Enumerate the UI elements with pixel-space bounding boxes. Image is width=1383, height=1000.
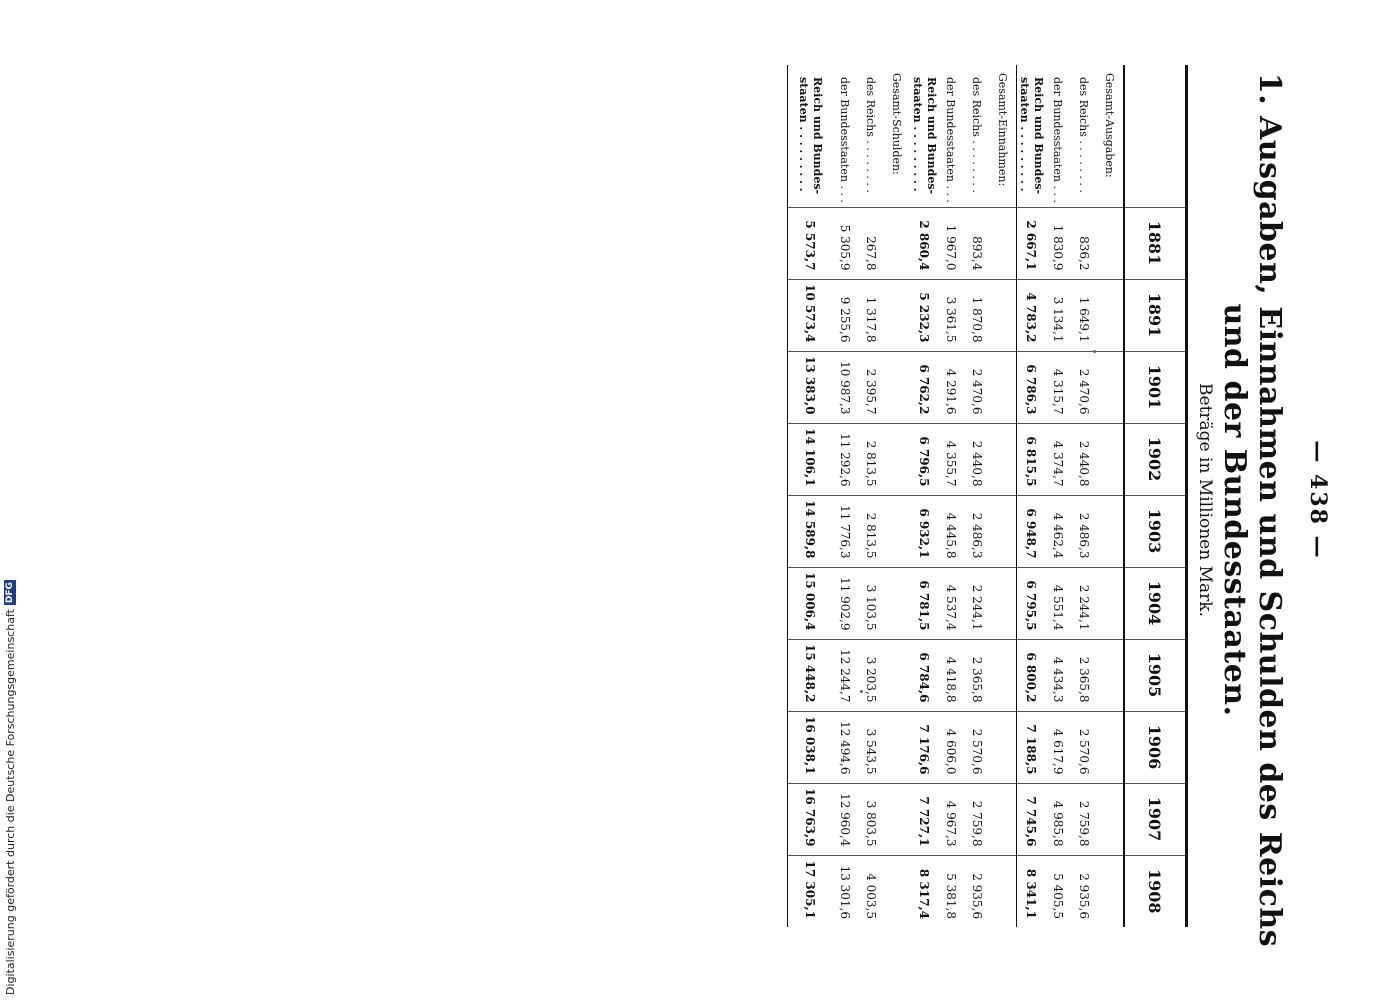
table-cell: 2 395,7 [858,351,884,423]
table-cell: 2 935,6 [964,855,990,927]
year-header: 1902 [1124,423,1187,495]
year-header: 1906 [1124,711,1187,783]
table-cell: 4 445,8 [938,495,964,567]
table-cell: 4 537,4 [938,567,964,639]
table-cell: 7 176,6 [910,711,938,783]
table-cell: 7 745,6 [1017,783,1046,855]
table-cell: 2 813,5 [858,495,884,567]
page-number: — 438 — [1305,440,1331,560]
table-cell: 2 759,8 [1071,783,1097,855]
row-label: der Bundesstaaten . . . [838,77,852,203]
table-cell: 10 987,3 [832,351,858,423]
table-row [964,65,990,927]
table-cell: 2 935,6 [1071,855,1097,927]
table-cell: 6 784,6 [910,639,938,711]
table-cell: 2 440,8 [1071,423,1097,495]
table-cell: 5 381,8 [938,855,964,927]
table-cell: 3 803,5 [858,783,884,855]
table-cell: 11 292,6 [832,423,858,495]
table-cell: 4 003,5 [858,855,884,927]
table-cell: 267,8 [858,207,884,279]
header-row [1124,65,1187,927]
table-row-total [910,65,938,927]
table-cell: 12 960,4 [832,783,858,855]
section-row-ausgaben [1097,65,1124,927]
table-cell: 4 355,7 [938,423,964,495]
table-cell: 4 462,4 [1045,495,1071,567]
table-cell: 1 830,9 [1045,207,1071,279]
year-header: 1904 [1124,567,1187,639]
table-cell: 5 305,9 [832,207,858,279]
row-label: des Reichs . . . . . . . . [864,77,878,193]
table-cell: 5 405,5 [1045,855,1071,927]
table-cell: 6 796,5 [910,423,938,495]
page-title: 1. Ausgaben, Einnahmen und Schulden des Reichs und der Bundesstaaten. [1217,72,1287,948]
table-cell: 1 317,8 [858,279,884,351]
table-cell: 2 470,6 [1071,351,1097,423]
table-cell: 1 649,1 [1071,279,1097,351]
table-cell: 6 932,1 [910,495,938,567]
credit-text: Digitalisierung gefördert durch die Deutsche Forschungsgemeinschaft [3,609,17,995]
table-cell: 2 470,6 [964,351,990,423]
table-cell: 9 255,6 [832,279,858,351]
table-cell: 7 188,5 [1017,711,1046,783]
table-cell: 6 795,5 [1017,567,1046,639]
table-cell: 6 786,3 [1017,351,1046,423]
table-cell: 2 667,1 [1017,207,1046,279]
year-header: 1905 [1124,639,1187,711]
table-cell: 1 870,8 [964,279,990,351]
table-cell: 8 341,1 [1017,855,1046,927]
scan-speck [1093,350,1096,353]
table-cell: 6 948,7 [1017,495,1046,567]
table-cell: 4 985,8 [1045,783,1071,855]
table-cell: 2 570,6 [964,711,990,783]
table-cell: 2 759,8 [964,783,990,855]
table-cell: 4 967,3 [938,783,964,855]
table-cell: 6 762,2 [910,351,938,423]
table-cell: 1 967,0 [938,207,964,279]
page-subtitle: Beträge in Millionen Mark. [1195,383,1215,617]
table-row-total [1017,65,1046,927]
table-cell: 4 551,4 [1045,567,1071,639]
table-cell: 4 783,2 [1017,279,1046,351]
table-row [1045,65,1071,927]
table-cell: 10 573,4 [788,279,833,351]
table-cell: 8 317,4 [910,855,938,927]
table-cell: 2 440,8 [964,423,990,495]
year-header: 1901 [1124,351,1187,423]
scan-speck [860,690,863,693]
section-row-schulden [884,65,910,927]
year-header: 1881 [1124,207,1187,279]
table-cell: 13 301,6 [832,855,858,927]
digitization-credit [0,582,20,995]
row-label: Reich und Bundes- staaten . . . . . . . . . [788,65,833,207]
table-cell: 836,2 [1071,207,1097,279]
table-cell: 5 573,7 [788,207,833,279]
table-cell: 11 776,3 [832,495,858,567]
table-cell: 17 305,1 [788,855,833,927]
table-cell: 12 244,7 [832,639,858,711]
table-cell: 16 038,1 [788,711,833,783]
table-cell: 7 727,1 [910,783,938,855]
table-cell: 2 365,8 [1071,639,1097,711]
header-corner [1124,65,1187,207]
table-cell: 2 244,1 [1071,567,1097,639]
table-cell: 3 361,5 [938,279,964,351]
row-label: der Bundesstaaten . . . [1051,77,1065,203]
section-label: Gesamt-Einnahmen: [996,73,1010,187]
row-label: des Reichs . . . . . . . . [970,77,984,193]
table-cell: 4 617,9 [1045,711,1071,783]
row-label: Reich und Bundes- staaten . . . . . . . . . [1017,65,1046,207]
table-cell: 2 860,4 [910,207,938,279]
section-label: Gesamt-Schulden: [890,73,904,175]
year-header: 1907 [1124,783,1187,855]
table-cell: 6 815,5 [1017,423,1046,495]
table-cell: 3 134,1 [1045,279,1071,351]
dfg-logo: DFG [5,582,15,604]
table-cell: 6 781,5 [910,567,938,639]
table-cell: 893,4 [964,207,990,279]
table-row [832,65,858,927]
section-row-einnahmen [990,65,1017,927]
table-cell: 6 800,2 [1017,639,1046,711]
table-cell: 2 486,3 [964,495,990,567]
table-row [938,65,964,927]
table-cell: 5 232,3 [910,279,938,351]
table-cell: 15 006,4 [788,567,833,639]
table-row [858,65,884,927]
table-cell: 4 606,0 [938,711,964,783]
row-label: Reich und Bundes- staaten . . . . . . . . . [911,77,938,195]
row-label: der Bundesstaaten . . . [944,77,958,203]
table-cell: 2 365,8 [964,639,990,711]
year-header: 1891 [1124,279,1187,351]
table-row [1071,65,1097,927]
table-cell: 13 383,0 [788,351,833,423]
row-label: des Reichs . . . . . . . . [1077,77,1091,193]
table-cell: 14 106,1 [788,423,833,495]
year-header: 1903 [1124,495,1187,567]
table-cell: 2 813,5 [858,423,884,495]
table-cell: 2 570,6 [1071,711,1097,783]
table-row-total [788,65,833,927]
table-cell: 4 374,7 [1045,423,1071,495]
table-cell: 3 543,5 [858,711,884,783]
year-header: 1908 [1124,855,1187,927]
table-cell: 3 103,5 [858,567,884,639]
table-cell: 14 589,8 [788,495,833,567]
finance-table [787,65,1188,927]
table-cell: 4 315,7 [1045,351,1071,423]
table-cell: 4 434,3 [1045,639,1071,711]
table-cell: 11 902,9 [832,567,858,639]
table-cell: 4 418,8 [938,639,964,711]
table-cell: 3 203,5 [858,639,884,711]
section-label: Gesamt-Ausgaben: [1103,73,1117,178]
table-cell: 15 448,2 [788,639,833,711]
table-cell: 2 486,3 [1071,495,1097,567]
table-cell: 16 763,9 [788,783,833,855]
table-cell: 2 244,1 [964,567,990,639]
table-cell: 4 291,6 [938,351,964,423]
table-cell: 12 494,6 [832,711,858,783]
